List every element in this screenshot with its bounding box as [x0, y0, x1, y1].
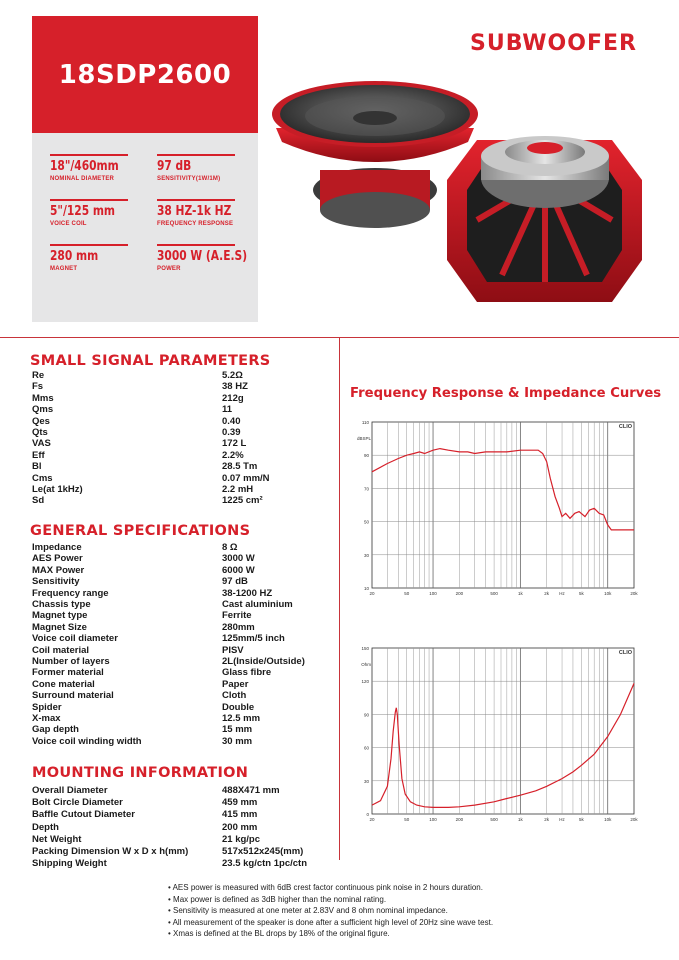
param-label: X-max: [32, 713, 61, 724]
mounting-row: [32, 834, 332, 845]
y-tick-label: 30: [363, 552, 369, 558]
mounting-row: [32, 809, 332, 820]
spec-label: FREQUENCY RESPONSE: [157, 221, 234, 227]
spec-label: MAGNET: [50, 266, 78, 272]
x-tick-label: 20: [369, 817, 375, 822]
column-divider: [339, 337, 340, 860]
param-value: 28.5 Tm: [222, 461, 258, 473]
param-value: 3000 W: [222, 553, 255, 565]
x-tick-label: 2k: [544, 817, 550, 822]
small-signal-row: [32, 381, 332, 392]
param-value: 30 mm: [222, 735, 253, 747]
spec-diameter: [50, 154, 130, 182]
param-label: Cone material: [32, 678, 95, 690]
footnote: • Max power is defined as 3dB higher than the nominal rating.: [168, 894, 387, 904]
x-tick-label: 50: [404, 591, 410, 596]
spec-value: 5"/125 mm: [50, 204, 116, 219]
param-value: 8 Ω: [222, 542, 238, 553]
param-value: 459 mm: [222, 797, 258, 809]
plot-area: [372, 648, 634, 814]
param-value: 1225 cm²: [222, 495, 263, 507]
y-tick-label: 60: [363, 745, 369, 751]
general-spec-row: [32, 713, 332, 724]
param-label: Sensitivity: [32, 576, 80, 588]
impedance-chart: [350, 640, 642, 830]
mounting-row: [32, 822, 332, 833]
general-spec-row: [32, 542, 332, 553]
model-name: 18SDP2600: [58, 60, 232, 90]
spec-voice-coil: [50, 199, 130, 227]
small-signal-row: [32, 473, 332, 484]
param-label: VAS: [32, 438, 51, 450]
spec-value: 18"/460mm: [50, 159, 119, 174]
param-label: Eff: [32, 449, 45, 461]
spec-sensitivity: [157, 154, 237, 182]
param-value: 415 mm: [222, 809, 258, 821]
y-tick-label: 50: [363, 519, 369, 525]
param-label: Frequency range: [32, 587, 109, 599]
small-signal-row: [32, 427, 332, 438]
mounting-row: [32, 846, 332, 857]
y-axis-label: Ohm: [361, 662, 371, 667]
speaker-rear-view: [447, 136, 642, 302]
param-label: AES Power: [32, 553, 83, 565]
param-label: Packing Dimension W x D x h(mm): [32, 846, 189, 857]
spec-label: VOICE COIL: [50, 221, 87, 227]
param-value: Cast aluminium: [222, 599, 293, 610]
param-value: 97 dB: [222, 576, 248, 588]
param-label: Surround material: [32, 690, 114, 702]
param-value: 12.5 mm: [222, 713, 261, 724]
spec-value: 97 dB: [157, 159, 192, 174]
param-value: 280mm: [222, 621, 255, 633]
speaker-product-image: [262, 70, 677, 320]
clio-mark: CLIO: [618, 424, 632, 430]
param-label: Magnet Size: [32, 621, 87, 633]
param-value: Ferrite: [222, 610, 252, 622]
param-label: Mms: [32, 392, 54, 404]
x-tick-label: 5k: [579, 817, 584, 822]
plot-area: [372, 422, 634, 588]
param-label: Chassis type: [32, 599, 91, 610]
spec-label: SENSITIVITY(1W/1M): [157, 176, 221, 182]
x-tick-label: Hz: [559, 591, 565, 596]
param-label: Voice coil diameter: [32, 633, 118, 645]
param-label: Spider: [32, 701, 62, 713]
x-tick-label: 50: [404, 817, 410, 822]
param-value: 6000 W: [222, 564, 255, 576]
small-signal-row: [32, 438, 332, 449]
mounting-title: MOUNTING INFORMATION: [32, 765, 249, 781]
param-label: Qes: [32, 415, 50, 427]
param-value: Double: [222, 701, 255, 713]
general-spec-row: [32, 690, 332, 701]
param-label: MAX Power: [32, 564, 85, 576]
spec-label: NOMINAL DIAMETER: [50, 176, 115, 182]
y-tick-label: 0: [366, 812, 369, 817]
spec-magnet: [50, 244, 130, 272]
y-tick-label: 10: [363, 586, 369, 591]
param-value: Cloth: [222, 690, 247, 702]
x-tick-label: 10k: [604, 591, 612, 596]
param-label: Shipping Weight: [32, 858, 107, 870]
x-tick-label: 20k: [630, 817, 638, 822]
general-spec-row: [32, 622, 332, 633]
param-value: Glass fibre: [222, 667, 272, 679]
general-spec-row: [32, 724, 332, 735]
general-spec-row: [32, 645, 332, 656]
footnotes: [168, 882, 493, 940]
param-label: Qms: [32, 404, 54, 416]
param-label: Overall Diameter: [32, 785, 108, 796]
param-value: 125mm/5 inch: [222, 633, 285, 645]
x-tick-label: 100: [429, 817, 437, 822]
param-value: Paper: [222, 678, 249, 690]
param-label: Impedance: [32, 542, 82, 553]
param-value: 517x512x245(mm): [222, 846, 304, 857]
param-label: Fs: [32, 381, 44, 393]
x-tick-label: 10k: [604, 817, 612, 822]
x-tick-label: 5k: [579, 591, 584, 596]
general-spec-row: [32, 576, 332, 587]
param-value: 11: [222, 404, 233, 416]
mounting-row: [32, 858, 332, 869]
x-tick-label: 20: [369, 591, 375, 596]
param-label: Re: [32, 370, 45, 381]
small-signal-row: [32, 495, 332, 506]
x-tick-label: 500: [490, 591, 498, 596]
curves-title: Frequency Response & Impedance Curves: [350, 386, 662, 401]
footnote: • All measurement of the speaker is done after a sufficient high level of 20Hz sine wave test.: [168, 917, 494, 927]
param-value: 488X471 mm: [222, 785, 280, 796]
param-value: 2.2%: [222, 449, 244, 461]
y-tick-label: 120: [361, 679, 369, 685]
y-tick-label: 30: [363, 778, 369, 784]
param-value: PISV: [222, 644, 244, 656]
small-signal-row: [32, 461, 332, 472]
general-spec-row: [32, 599, 332, 610]
mounting-row: [32, 797, 332, 808]
general-spec-row: [32, 588, 332, 599]
param-label: Coil material: [32, 644, 90, 656]
y-tick-label: 90: [363, 453, 369, 459]
param-label: Bl: [32, 461, 42, 473]
clio-mark: CLIO: [618, 650, 632, 656]
param-label: Gap depth: [32, 724, 79, 736]
y-tick-label: 90: [363, 712, 369, 718]
spec-value: 38 HZ-1k HZ: [157, 204, 232, 219]
param-value: 0.40: [222, 415, 241, 427]
general-spec-row: [32, 679, 332, 690]
x-tick-label: Hz: [559, 817, 565, 822]
general-spec-row: [32, 702, 332, 713]
x-tick-label: 100: [429, 591, 437, 596]
general-spec-title: GENERAL SPECIFICATIONS: [30, 523, 251, 539]
x-tick-label: 200: [455, 591, 464, 596]
general-spec-row: [32, 633, 332, 644]
y-tick-label: 150: [361, 646, 369, 651]
param-label: Number of layers: [32, 656, 110, 667]
y-axis-label: dBSPL: [356, 436, 371, 441]
param-value: 212g: [222, 392, 244, 404]
spec-value: 280 mm: [50, 249, 99, 264]
param-value: 38-1200 HZ: [222, 587, 273, 599]
param-value: 0.07 mm/N: [222, 472, 270, 484]
x-tick-label: 1k: [517, 591, 523, 596]
param-value: 0.39: [222, 427, 241, 438]
general-spec-row: [32, 736, 332, 747]
brand-title: SUBWOOFER: [470, 31, 637, 56]
param-label: Voice coil winding width: [32, 735, 142, 747]
spec-frequency-response: [157, 199, 237, 227]
small-signal-row: [32, 393, 332, 404]
param-label: Baffle Cutout Diameter: [32, 809, 135, 821]
param-label: Magnet type: [32, 610, 88, 622]
param-value: 2L(Inside/Outside): [222, 656, 305, 667]
small-signal-row: [32, 450, 332, 461]
param-label: Net Weight: [32, 833, 82, 845]
general-spec-row: [32, 565, 332, 576]
param-value: 172 L: [222, 438, 247, 450]
general-spec-row: [32, 610, 332, 621]
general-spec-row: [32, 667, 332, 678]
param-value: 15 mm: [222, 724, 253, 736]
y-tick-label: 110: [361, 420, 369, 425]
param-value: 21 kg/pc: [222, 833, 261, 845]
param-value: 5.2Ω: [222, 370, 243, 381]
x-tick-label: 200: [455, 817, 464, 822]
param-label: Cms: [32, 472, 53, 484]
small-signal-title: SMALL SIGNAL PARAMETERS: [30, 353, 271, 369]
spec-value: 3000 W (A.E.S): [157, 249, 248, 264]
small-signal-row: [32, 404, 332, 415]
param-value: 23.5 kg/ctn 1pc/ctn: [222, 858, 308, 870]
general-spec-row: [32, 553, 332, 564]
footnote: • AES power is measured with 6dB crest factor continuous pink noise in 2 hours duration.: [168, 883, 483, 892]
param-label: Former material: [32, 667, 104, 679]
mounting-row: [32, 785, 332, 796]
small-signal-row: [32, 484, 332, 495]
param-label: Sd: [32, 495, 45, 507]
param-label: Le(at 1kHz): [32, 484, 83, 495]
param-value: 38 HZ: [222, 381, 248, 393]
param-label: Qts: [32, 427, 48, 438]
footnote: • Xmas is defined at the BL drops by 18% of the original figure.: [168, 929, 390, 939]
param-label: Depth: [32, 821, 59, 833]
spec-label: POWER: [157, 266, 181, 272]
general-spec-row: [32, 656, 332, 667]
param-label: Bolt Circle Diameter: [32, 797, 123, 809]
param-value: 2.2 mH: [222, 484, 254, 495]
y-tick-label: 70: [363, 486, 369, 492]
x-tick-label: 2k: [544, 591, 550, 596]
x-tick-label: 1k: [517, 817, 523, 822]
footnote: • Sensitivity is measured at one meter at 2.83V and 8 ohm nominal impedance.: [168, 906, 448, 916]
x-tick-label: 20k: [630, 591, 638, 596]
x-tick-label: 500: [490, 817, 498, 822]
small-signal-row: [32, 416, 332, 427]
small-signal-row: [32, 370, 332, 381]
frequency-response-chart: [350, 414, 642, 604]
param-value: 200 mm: [222, 821, 258, 833]
spec-power: [157, 244, 248, 272]
